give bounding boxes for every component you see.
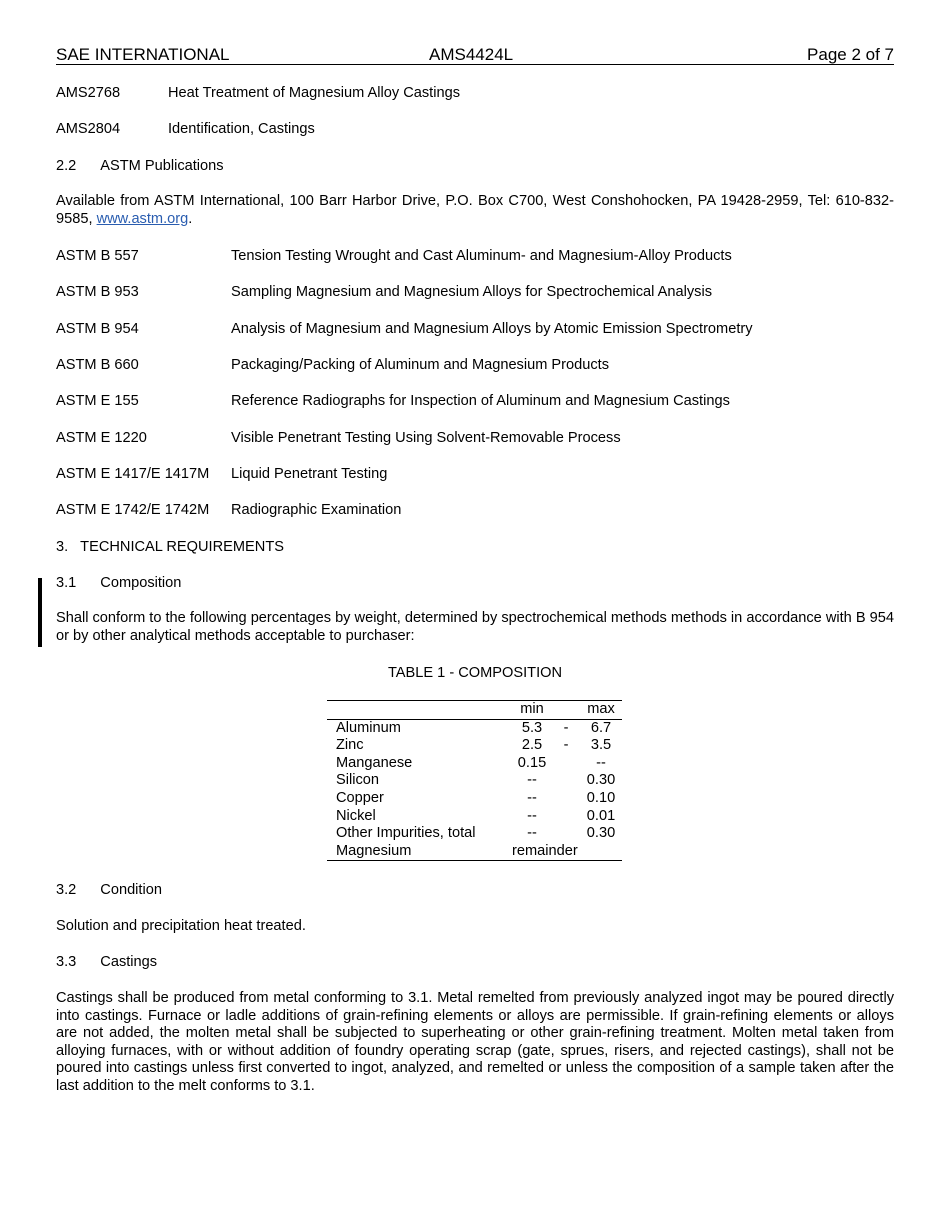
range-dash: - xyxy=(563,737,569,754)
astm-ref-code: ASTM E 1417/E 1417M xyxy=(56,466,210,482)
castings-paragraph: Castings shall be produced from metal conforming to 3.1. Metal remelted from previously analyzed ingot may be poured directly into castings. Furnace or ladle additions of grain-refining elements or alloys are permissible. If grain-refining elements or alloys are not added, the molten metal shall be subjected to superheating or other grain-refining treatment. Molten metal taken from alloying furnaces, with or without addition of foundry operating scrap (gate, sprues, risers, and rejected castings), shall not be poured into castings unless first converted to ingot, analyzed, and remelted or unless the composition of a sample taken after the last addition to the melt conforms to 3.1. xyxy=(56,990,894,1094)
astm-availability-text: Available from ASTM International, 100 Barr Harbor Drive, P.O. Box C700, West Conshohocken, PA 19428-2959, Tel: 610-832-9585, xyxy=(56,193,894,227)
min-value: -- xyxy=(527,825,537,842)
ams-ref-code: AMS2804 xyxy=(56,121,121,137)
range-dash xyxy=(552,808,580,826)
composition-paragraph: Shall conform to the following percentages by weight, determined by spectrochemical methods methods in accordance with B 954 or by other analytical methods acceptable to purchaser: xyxy=(56,610,894,644)
max-value: -- xyxy=(596,754,606,771)
astm-ref-code: ASTM B 953 xyxy=(56,284,139,300)
section-title: Condition xyxy=(100,882,162,898)
table-row xyxy=(327,737,622,755)
element-name: Copper xyxy=(336,789,384,806)
page-header xyxy=(56,45,894,65)
astm-ref-title: Analysis of Magnesium and Magnesium Alloys by Atomic Emission Spectrometry xyxy=(231,321,753,337)
header-page-number: Page 2 of 7 xyxy=(807,45,894,64)
astm-ref-title: Radiographic Examination xyxy=(231,502,402,518)
astm-availability-paragraph xyxy=(56,193,894,228)
section-number: 3. xyxy=(56,539,69,555)
table-row xyxy=(327,843,622,861)
min-value: 5.3 xyxy=(521,719,543,736)
min-value: -- xyxy=(527,807,537,824)
range-dash xyxy=(552,825,580,843)
section-3-3-heading xyxy=(56,953,157,971)
section-title: ASTM Publications xyxy=(100,158,224,174)
section-title: TECHNICAL REQUIREMENTS xyxy=(80,539,284,555)
section-3-heading xyxy=(56,538,284,556)
element-name: Aluminum xyxy=(336,719,401,736)
max-value: 0.30 xyxy=(586,825,616,842)
section-2-2-heading xyxy=(56,157,224,175)
element-name: Zinc xyxy=(336,737,364,754)
element-name: Other Impurities, total xyxy=(336,825,476,842)
table-row xyxy=(327,719,622,737)
astm-ref-code: ASTM B 954 xyxy=(56,321,139,337)
astm-ref-title: Packaging/Packing of Aluminum and Magnesium Products xyxy=(231,357,610,373)
condition-paragraph: Solution and precipitation heat treated. xyxy=(56,918,306,934)
range-dash xyxy=(552,790,580,808)
ams-ref-title: Identification, Castings xyxy=(168,121,315,137)
max-column-header: max xyxy=(580,701,622,720)
header-org: SAE INTERNATIONAL xyxy=(56,45,230,64)
min-value: 2.5 xyxy=(521,737,543,754)
max-value: 0.01 xyxy=(586,807,616,824)
max-value: 6.7 xyxy=(590,719,612,736)
min-column-header: min xyxy=(512,701,552,720)
ams-ref-title: Heat Treatment of Magnesium Alloy Castings xyxy=(168,85,461,101)
element-name: Magnesium xyxy=(336,842,412,859)
section-title: Composition xyxy=(100,575,182,591)
astm-website-link[interactable]: www.astm.org xyxy=(96,210,189,227)
element-name: Silicon xyxy=(336,772,379,789)
astm-availability-end: . xyxy=(188,210,193,227)
section-3-1-heading xyxy=(56,574,181,592)
section-title: Castings xyxy=(100,954,158,970)
range-dash: - xyxy=(563,719,569,736)
remainder-value: remainder xyxy=(512,842,578,859)
table-row xyxy=(327,772,622,790)
composition-table xyxy=(327,700,622,861)
astm-ref-code: ASTM E 1220 xyxy=(56,430,147,446)
max-value: 0.30 xyxy=(586,772,616,789)
table-row xyxy=(327,808,622,826)
element-name: Nickel xyxy=(336,807,376,824)
astm-ref-code: ASTM E 1742/E 1742M xyxy=(56,502,210,518)
revision-change-bar xyxy=(38,578,42,647)
table-row xyxy=(327,790,622,808)
section-number: 3.1 xyxy=(56,575,77,591)
header-doc-number: AMS4424L xyxy=(429,45,514,64)
section-number: 2.2 xyxy=(56,158,77,174)
max-value: 0.10 xyxy=(586,789,616,806)
astm-ref-code: ASTM B 557 xyxy=(56,248,139,264)
section-number: 3.2 xyxy=(56,882,77,898)
table-header-row xyxy=(327,701,622,720)
astm-ref-code: ASTM E 155 xyxy=(56,393,139,409)
min-value: 0.15 xyxy=(517,754,547,771)
max-value: 3.5 xyxy=(590,737,612,754)
table-row xyxy=(327,825,622,843)
astm-ref-code: ASTM B 660 xyxy=(56,357,139,373)
ams-ref-code: AMS2768 xyxy=(56,85,121,101)
range-dash xyxy=(552,755,580,773)
table-row xyxy=(327,755,622,773)
range-dash xyxy=(552,772,580,790)
min-value: -- xyxy=(527,789,537,806)
min-value: -- xyxy=(527,772,537,789)
astm-ref-title: Sampling Magnesium and Magnesium Alloys for Spectrochemical Analysis xyxy=(231,284,713,300)
astm-ref-title: Tension Testing Wrought and Cast Aluminum- and Magnesium-Alloy Products xyxy=(231,248,732,264)
astm-ref-title: Reference Radiographs for Inspection of Aluminum and Magnesium Castings xyxy=(231,393,730,409)
astm-ref-title: Visible Penetrant Testing Using Solvent-Removable Process xyxy=(231,430,621,446)
section-number: 3.3 xyxy=(56,954,77,970)
section-3-2-heading xyxy=(56,881,162,899)
astm-ref-title: Liquid Penetrant Testing xyxy=(231,466,388,482)
table-caption: TABLE 1 - COMPOSITION xyxy=(387,665,563,681)
element-name: Manganese xyxy=(336,754,413,771)
